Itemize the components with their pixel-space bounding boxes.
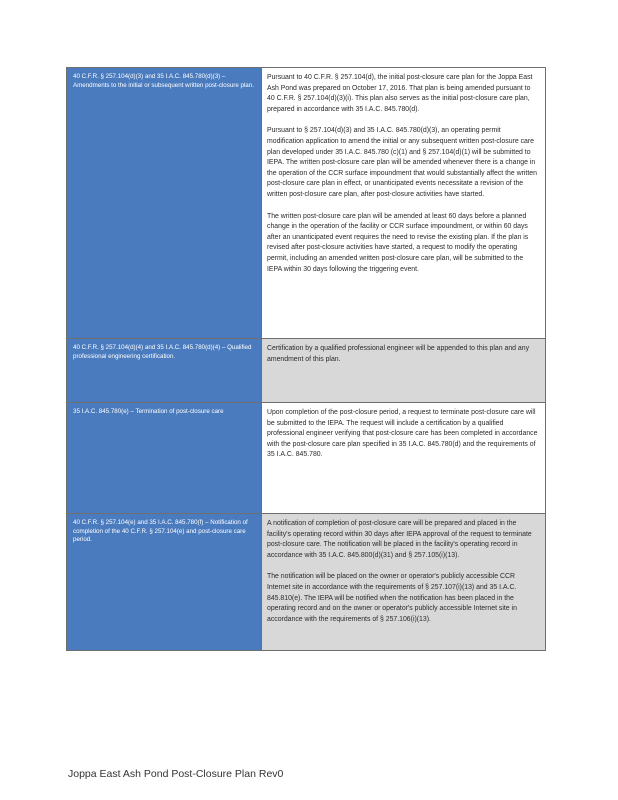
table-row bbox=[67, 403, 545, 514]
description-paragraph: Pursuant to 40 C.F.R. § 257.104(d), the initial post-closure care plan for the Joppa East Ash Pond was prepared on October 17, 2016. That plan is being amended pursuant to 40 C.F.R. § 257.104(d)(3)(i). This plan also serves as the initial post-closure care plan, prepared in accordance with 35 I.A.C. 845.780(d). bbox=[267, 74, 533, 113]
description-cell bbox=[262, 339, 545, 402]
description-cell bbox=[262, 403, 545, 513]
description-cell bbox=[262, 514, 545, 650]
citation-cell: 40 C.F.R. § 257.104(e) and 35 I.A.C. 845.780(f) – Notification of completion of the 40 C.F.R. § 257.104(e) and post-closure care period. bbox=[67, 514, 262, 650]
description-paragraph: Certification by a qualified professional engineer will be appended to this plan and any amendment of this plan. bbox=[267, 345, 530, 363]
description-paragraph: The notification will be placed on the owner or operator's publicly accessible CCR Internet site in accordance with the requirements of § 257.107(i)(13) and 35 I.A.C. 845.810(e). The IEPA will be notified when the notification has been placed in the operating record and on the owner or operator's publicly accessible Internet site in accordance with the requirements of § 257.106(i)(13). bbox=[267, 573, 517, 623]
table-row bbox=[67, 514, 545, 651]
description-paragraph: Pursuant to § 257.104(d)(3) and 35 I.A.C. 845.780(d)(3), an operating permit modification application to amend the initial or any subsequent written post-closure care plan developed under 35 I.A.C. 845.780 (c)(1) and § 257.104(d)(1) will be submitted to IEPA. The written post-closure care plan will be amended whenever there is a change in the operation of the CCR surface impoundment that would substantially affect the written post-closure care plan in effect, or unanticipated events necessitate a revision of the written post-closure care plan, after post-closure activities have started. bbox=[267, 127, 537, 198]
requirements-table bbox=[66, 67, 546, 651]
description-paragraph: Upon completion of the post-closure period, a request to terminate post-closure care will be submitted to the IEPA. The request will include a certification by a qualified professional engineer verifying that post-closure care has been completed in accordance with the post-closure care plan specified in 35 I.A.C. 845.780(d) and the requirements of 35 I.A.C. 845.780. bbox=[267, 409, 538, 459]
page-footer: Joppa East Ash Pond Post-Closure Plan Rev0 bbox=[68, 768, 284, 780]
description-paragraph: The written post-closure care plan will be amended at least 60 days before a planned change in the operation of the facility or CCR surface impoundment, or within 60 days after an unanticipated event requires the need to revise the existing plan. If the plan is revised after post-closure activities have started, a request to modify the operating permit, including an amended written post-closure care plan, will be submitted to the IEPA within 30 days following the triggering event. bbox=[267, 212, 529, 273]
table-row bbox=[67, 67, 545, 339]
citation-cell: 35 I.A.C. 845.780(e) – Termination of post-closure care bbox=[67, 403, 262, 513]
citation-cell: 40 C.F.R. § 257.104(d)(4) and 35 I.A.C. 845.780(d)(4) – Qualified professional engineering certification. bbox=[67, 339, 262, 402]
description-cell bbox=[262, 68, 545, 338]
description-paragraph: A notification of completion of post-closure care will be prepared and placed in the facility's operating record within 30 days after IEPA approval of the request to terminate post-closure care. The notification will be placed in the facility's operating record in accordance with 35 I.A.C. 845.800(d)(31) and § 257.105(i)(13). bbox=[267, 520, 532, 559]
table-row bbox=[67, 339, 545, 403]
citation-cell: 40 C.F.R. § 257.104(d)(3) and 35 I.A.C. 845.780(d)(3) – Amendments to the initial or subsequent written post-closure plan. bbox=[67, 68, 262, 338]
